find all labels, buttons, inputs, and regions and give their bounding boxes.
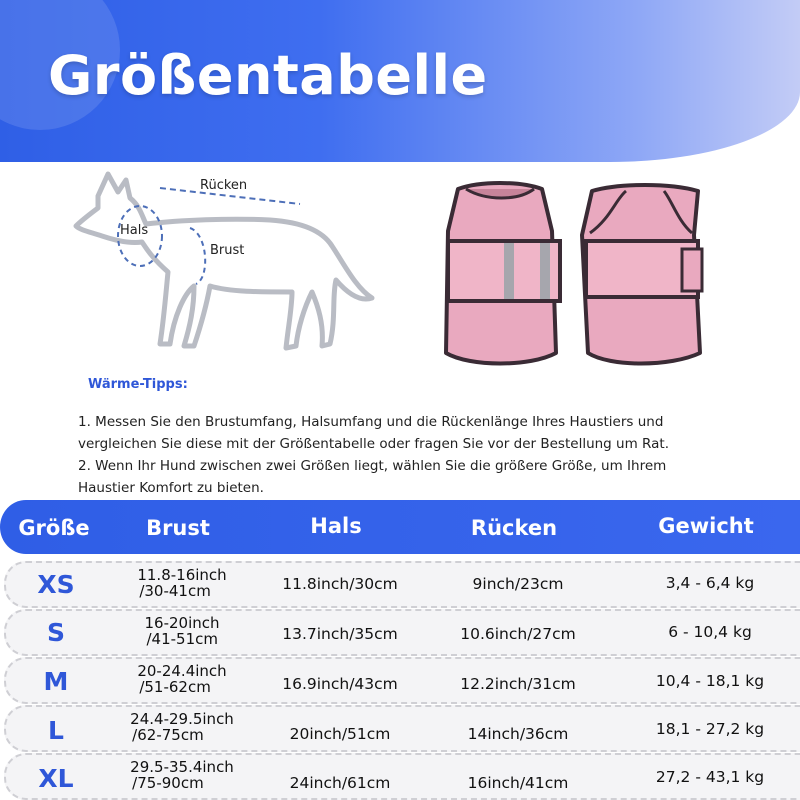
chest-cm: /41-51cm [146,630,218,648]
size-cell: M [43,667,69,696]
neck-cell: 20inch/51cm [289,725,391,743]
size-table-header [0,500,800,554]
weight-cell: 6 - 10,4 kg [668,623,752,641]
vest-product-images [430,175,730,375]
back-cell: 16inch/41cm [467,774,569,792]
table-row [4,657,800,704]
size-cell: XS [37,570,75,599]
chest-cm: /62-75cm [132,726,204,744]
header-chest: Brust [146,516,210,540]
neck-label: Hals [120,223,149,238]
table-row [4,705,800,752]
chest-cell [144,615,219,647]
table-row [4,561,800,608]
back-cell: 12.2inch/31cm [460,675,576,693]
chest-label: Brust [210,243,245,258]
chest-inch: 11.8-16inch [137,566,227,584]
tips-heading: Wärme-Tipps: [88,377,188,392]
page-title: Größentabelle [48,44,488,107]
neck-cell: 24inch/61cm [289,774,391,792]
chest-cell [130,711,234,743]
chest-inch: 24.4-29.5inch [130,710,234,728]
neck-cell: 11.8inch/30cm [282,575,398,593]
tip-1-line-1: 1. Messen Sie den Brustumfang, Halsumfang und die Rückenlänge Ihres Haustiers und [78,414,664,430]
neck-cell: 13.7inch/35cm [282,625,398,643]
header-size: Größe [18,516,90,540]
weight-cell: 10,4 - 18,1 kg [655,672,765,690]
chest-cell [137,663,226,695]
tip-2-line-1: 2. Wenn Ihr Hund zwischen zwei Größen liegt, wählen Sie die größere Größe, um Ihrem [78,458,667,474]
neck-cell: 16.9inch/43cm [282,675,398,693]
table-row [4,609,800,656]
size-cell: XL [38,764,74,793]
title-banner [0,0,800,162]
vest-front-image [446,183,560,364]
vest-image [430,175,730,375]
back-cell: 14inch/36cm [467,725,569,743]
header-neck: Hals [310,514,362,538]
vest-back-image [582,185,702,364]
header-back: Rücken [470,516,558,540]
back-label: Rücken [200,178,248,193]
chest-inch: 20-24.4inch [137,662,227,680]
chest-cell [130,759,234,791]
size-cell: L [48,716,64,745]
size-cell: S [46,618,66,647]
chest-inch: 29.5-35.4inch [130,758,234,776]
tip-1-line-2: vergleichen Sie diese mit der Größentabelle oder fragen Sie vor der Bestellung um Rat. [78,436,669,452]
chest-cm: /75-90cm [132,774,204,792]
chest-inch: 16-20inch [144,614,220,632]
back-cell: 9inch/23cm [472,575,564,593]
dog-silhouette-icon [60,168,390,378]
dog-measurement-diagram [60,168,390,378]
chest-cell [137,567,226,599]
weight-cell: 18,1 - 27,2 kg [655,720,765,738]
back-cell: 10.6inch/27cm [460,625,576,643]
table-row [4,753,800,800]
header-weight: Gewicht [658,514,754,538]
weight-cell: 27,2 - 43,1 kg [655,768,765,786]
weight-cell: 3,4 - 6,4 kg [665,574,755,592]
tip-2-line-2: Haustier Komfort zu bieten. [78,480,264,496]
chest-cm: /30-41cm [139,582,211,600]
chest-cm: /51-62cm [139,678,211,696]
